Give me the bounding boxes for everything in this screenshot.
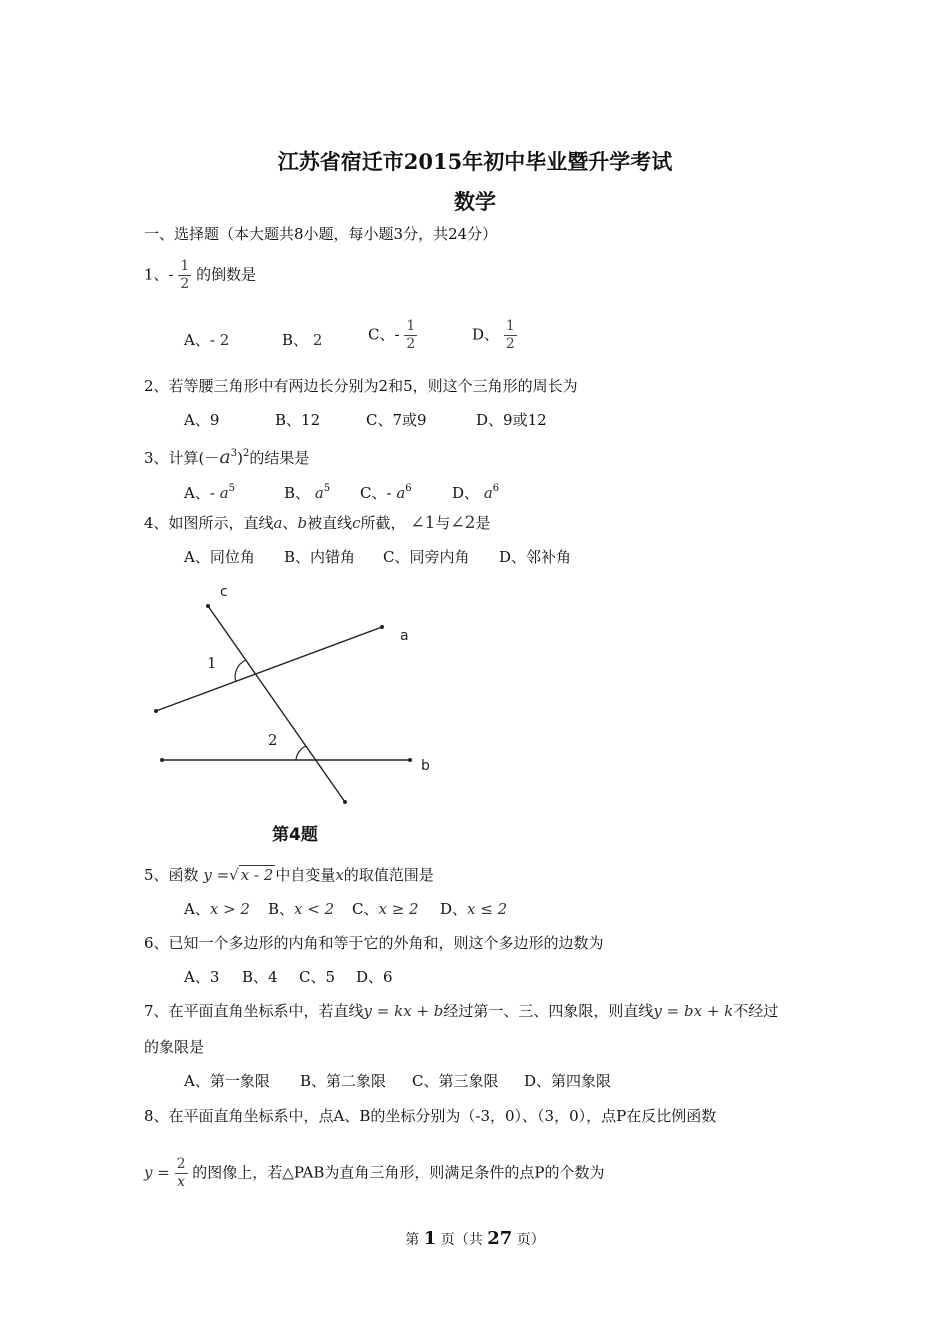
q7-option-c: C、第三象限 bbox=[412, 1072, 499, 1090]
q1-option-a bbox=[184, 330, 229, 350]
q2-option-b: B、12 bbox=[275, 411, 321, 429]
q1-d-label: D、 bbox=[472, 325, 500, 344]
line-c bbox=[208, 606, 345, 802]
q5-b-expr: x < 2 bbox=[294, 900, 335, 918]
q5-d-label: D、 bbox=[440, 900, 468, 918]
section-heading: 一、选择题（本大题共8小题，每小题3分，共24分） bbox=[144, 225, 498, 243]
q6-option-d: D、6 bbox=[356, 968, 393, 986]
footer-post: 页） bbox=[516, 1232, 545, 1248]
q3-option-c bbox=[360, 479, 412, 503]
q8-lhs: y = bbox=[144, 1163, 170, 1182]
q8-num: 2 bbox=[176, 1156, 186, 1172]
point-a-start bbox=[154, 709, 158, 713]
q4-text-a: 4、如图所示，直线 bbox=[144, 514, 274, 532]
page-footer bbox=[0, 1228, 950, 1249]
q5-option-b bbox=[268, 899, 334, 919]
q5-suffix: 的取值范围是 bbox=[343, 866, 434, 884]
q4-option-d: D、邻补角 bbox=[499, 548, 572, 566]
q1-d-fraction bbox=[504, 318, 517, 353]
q4-option-b: B、内错角 bbox=[284, 548, 356, 566]
question-1 bbox=[144, 258, 256, 293]
q3-b-label: B、 bbox=[284, 484, 311, 502]
question-2: 2、若等腰三角形中有两边长分别为2和5，则这个三角形的周长为 bbox=[144, 377, 578, 395]
q3-c-exp: 6 bbox=[405, 483, 412, 494]
question-4 bbox=[144, 513, 491, 533]
q4-angle-2: ∠2 bbox=[450, 513, 476, 533]
q5-prefix: 5、函数 bbox=[144, 866, 199, 884]
q5-sqrt-body: x - 2 bbox=[240, 866, 274, 884]
q5-option-d bbox=[440, 899, 507, 919]
question-5 bbox=[144, 865, 434, 885]
q4-text-c: 所截， bbox=[360, 514, 406, 532]
q3-var: a bbox=[219, 446, 231, 468]
question-7-cont: 的象限是 bbox=[144, 1038, 205, 1056]
q1-b-value: 2 bbox=[312, 331, 323, 349]
q1-suffix: 的倒数是 bbox=[196, 265, 257, 284]
q4-option-a: A、同位角 bbox=[184, 548, 255, 566]
q3-a-exp: 5 bbox=[228, 483, 236, 494]
q1-c-den: 2 bbox=[406, 336, 416, 352]
q3-option-d bbox=[452, 479, 499, 503]
label-a: a bbox=[400, 628, 409, 644]
q3-a-var: a bbox=[219, 484, 229, 502]
exam-title: 江苏省宿迁市2015年初中毕业暨升学考试 bbox=[277, 149, 673, 174]
q7-option-d: D、第四象限 bbox=[524, 1072, 612, 1090]
q3-option-b bbox=[284, 479, 330, 503]
q5-option-c bbox=[352, 899, 419, 919]
question-8-cont bbox=[144, 1156, 605, 1191]
q1-a-value: 2 bbox=[219, 331, 230, 349]
q4-text-d: 与 bbox=[435, 514, 451, 532]
q3-option-a bbox=[184, 479, 235, 503]
q1-frac-den: 2 bbox=[180, 276, 190, 292]
q3-d-label: D、 bbox=[452, 484, 480, 502]
q2-option-c: C、7或9 bbox=[366, 411, 427, 429]
q3-a-label: A、- bbox=[184, 484, 215, 502]
q3-prefix: 3、计算 bbox=[144, 449, 199, 467]
q3-c-var: a bbox=[396, 484, 406, 502]
q1-c-label: C、- bbox=[368, 325, 400, 344]
footer-page-number: 1 bbox=[423, 1228, 437, 1249]
q4-var-c: c bbox=[352, 514, 361, 532]
q4-text-e: 是 bbox=[475, 514, 491, 532]
q4-text-b: 被直线 bbox=[307, 514, 353, 532]
angle-2-arc bbox=[296, 746, 306, 760]
q1-option-b bbox=[282, 330, 322, 350]
q4-angle-1: ∠1 bbox=[410, 513, 436, 533]
q5-d-expr: x ≤ 2 bbox=[467, 900, 508, 918]
footer-total-pages: 27 bbox=[487, 1228, 513, 1249]
q1-d-den: 2 bbox=[505, 336, 515, 352]
q1-option-d bbox=[472, 318, 517, 353]
q4-figure bbox=[140, 578, 460, 818]
q3-open: (－ bbox=[198, 449, 220, 467]
q1-frac-num: 1 bbox=[180, 258, 190, 274]
point-a-end bbox=[380, 625, 384, 629]
q1-fraction bbox=[178, 258, 191, 293]
q1-a-label: A、- bbox=[184, 331, 215, 349]
q3-outer-exp: 2 bbox=[242, 448, 250, 459]
question-3 bbox=[144, 444, 309, 468]
q8-fraction bbox=[175, 1156, 188, 1191]
q7-option-a: A、第一象限 bbox=[184, 1072, 270, 1090]
q5-b-label: B、 bbox=[268, 900, 295, 918]
q4-var-b: b bbox=[297, 514, 308, 532]
q5-lhs: y = bbox=[203, 866, 230, 884]
q1-b-label: B、 bbox=[282, 331, 309, 349]
q4-option-c: C、同旁内角 bbox=[383, 548, 470, 566]
point-c-end bbox=[206, 604, 210, 608]
q5-var: x bbox=[335, 866, 344, 884]
q6-option-b: B、4 bbox=[242, 968, 278, 986]
line-a bbox=[156, 627, 382, 711]
question-7 bbox=[144, 1001, 778, 1021]
q1-c-num: 1 bbox=[406, 318, 416, 334]
q7-text-b: 经过第一、三、四象限，则直线 bbox=[443, 1002, 654, 1020]
q3-d-var: a bbox=[483, 484, 493, 502]
q4-var-a: a bbox=[273, 514, 283, 532]
q5-sqrt-sign: √ bbox=[229, 866, 239, 884]
q3-c-label: C、- bbox=[360, 484, 392, 502]
q1-c-fraction bbox=[404, 318, 417, 353]
label-2: 2 bbox=[268, 731, 278, 749]
q6-option-c: C、5 bbox=[299, 968, 336, 986]
label-c: c bbox=[220, 584, 228, 600]
q3-close: ) bbox=[237, 449, 243, 467]
q2-option-d: D、9或12 bbox=[476, 411, 547, 429]
point-b-end bbox=[408, 758, 412, 762]
q1-d-num: 1 bbox=[505, 318, 515, 334]
q7-expr-1: y = kx + b bbox=[363, 1002, 444, 1020]
exam-subject: 数学 bbox=[454, 189, 496, 214]
footer-pre: 第 bbox=[405, 1232, 420, 1248]
point-b-start bbox=[160, 758, 164, 762]
question-6: 6、已知一个多边形的内角和等于它的外角和，则这个多边形的边数为 bbox=[144, 934, 604, 952]
question-8: 8、在平面直角坐标系中，点A、B的坐标分别为（-3，0）、（3，0），点P在反比例函数 bbox=[144, 1107, 717, 1125]
q7-text-a: 7、在平面直角坐标系中，若直线 bbox=[144, 1002, 364, 1020]
q5-text-b: 中自变量 bbox=[275, 866, 336, 884]
q7-option-b: B、第二象限 bbox=[300, 1072, 387, 1090]
q5-c-expr: x ≥ 2 bbox=[378, 900, 419, 918]
q1-option-c bbox=[368, 318, 417, 353]
q4-sep: 、 bbox=[282, 514, 298, 532]
q5-a-expr: x > 2 bbox=[209, 900, 250, 918]
q7-expr-2: y = bx + k bbox=[653, 1002, 734, 1020]
q8-text: 的图像上，若△PAB为直角三角形，则满足条件的点P的个数为 bbox=[192, 1163, 605, 1182]
point-c-start bbox=[343, 800, 347, 804]
q6-option-a: A、3 bbox=[184, 968, 220, 986]
q3-d-exp: 6 bbox=[492, 483, 500, 494]
q8-den: x bbox=[177, 1174, 185, 1190]
q1-prefix: 1、- bbox=[144, 265, 174, 284]
q3-b-exp: 5 bbox=[323, 483, 331, 494]
q2-option-a: A、9 bbox=[184, 411, 220, 429]
q3-expression bbox=[198, 446, 250, 468]
label-b: b bbox=[421, 758, 430, 774]
q5-option-a bbox=[184, 899, 250, 919]
footer-mid: 页（共 bbox=[440, 1232, 483, 1248]
q5-c-label: C、 bbox=[352, 900, 379, 918]
label-1: 1 bbox=[207, 654, 217, 672]
q5-a-label: A、 bbox=[184, 900, 210, 918]
q3-suffix: 的结果是 bbox=[249, 449, 310, 467]
q7-text-c: 不经过 bbox=[733, 1002, 779, 1020]
q3-b-var: a bbox=[314, 484, 324, 502]
figure-caption: 第4题 bbox=[272, 825, 318, 845]
q3-inner-exp: 3 bbox=[230, 448, 238, 459]
